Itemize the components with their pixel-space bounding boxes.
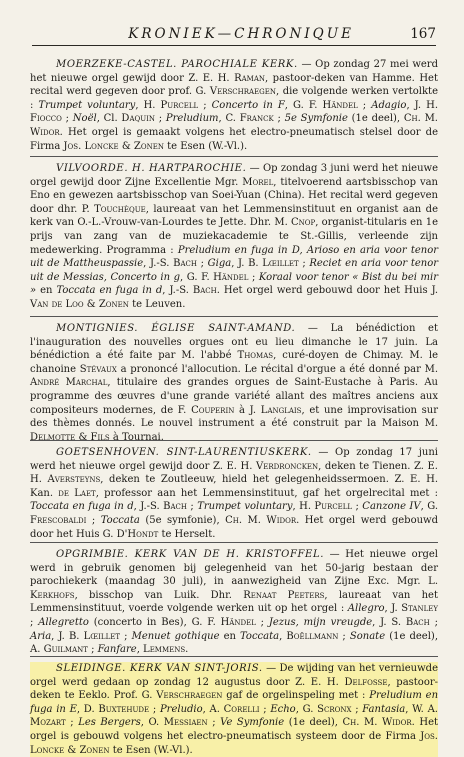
text-run: , W. A.	[405, 703, 438, 715]
text-run: ;	[429, 616, 438, 628]
text-run: , G. F.	[180, 271, 214, 283]
work-title: Trumpet voluntary	[197, 501, 293, 513]
person-name: Morel	[242, 176, 274, 188]
section-divider	[30, 440, 438, 441]
text-run: (5e symfonie),	[139, 514, 226, 526]
work-title: Les Bergers	[78, 717, 141, 729]
person-name: Van de Loo & Zonen	[30, 298, 129, 310]
entry-paragraph	[30, 446, 438, 541]
work-title: Preludium	[165, 113, 219, 125]
text-run: , et une improvisation sur des thèmes donnés. Le nouvel instrument a été construit par la Maison M.	[30, 404, 439, 430]
text-run: — Op zondag 17 juni werd het nieuwe orgel gewijd door Z. E. H.	[30, 447, 438, 472]
person-name: Händel	[220, 616, 256, 628]
entry-text	[30, 59, 438, 152]
work-title: Preludium en fuga in E	[30, 690, 439, 715]
entry-text	[30, 549, 438, 655]
text-run: ;	[207, 717, 221, 729]
person-name: Bach	[163, 501, 187, 513]
work-title: Toccata en fuga in d	[56, 285, 163, 297]
text-run: . Het orgel werd gebouwd door het Huis G.	[30, 514, 439, 540]
person-name: Händel	[322, 99, 358, 111]
person-name: Aversteyns	[47, 474, 101, 486]
person-name: Bach	[405, 616, 430, 628]
running-title: KRONIEK—CHRONIQUE	[128, 26, 354, 42]
person-name: Ch. M. Widor	[342, 717, 412, 729]
text-run: , O.	[140, 717, 164, 729]
work-title: Trumpet voluntary	[38, 99, 136, 111]
entry-text	[30, 447, 438, 540]
person-name: Boëllmann	[286, 630, 339, 642]
entry-heading: SLEIDINGE. KERK VAN SINT-JORIS.	[56, 663, 263, 674]
entry-montignies	[30, 322, 438, 444]
person-name: Franck	[239, 113, 274, 125]
text-run: ;	[298, 258, 310, 270]
entry-heading: MOERZEKE-CASTEL. PAROCHIALE KERK.	[56, 59, 298, 70]
person-name: Stévaux	[79, 363, 117, 375]
text-run: en	[219, 630, 241, 642]
text-run: ;	[198, 99, 212, 111]
work-title: Allegro	[347, 603, 385, 615]
text-run: , G.	[295, 703, 318, 715]
person-name: Cnop	[290, 217, 316, 229]
person-name: Langlais	[260, 404, 302, 416]
entry-paragraph	[30, 662, 438, 757]
person-name: Jos. Loncke & Zonen	[30, 730, 438, 756]
entry-heading: VILVOORDE. H. HARTPAROCHIE.	[56, 163, 247, 174]
text-run: , professor aan het Lemmensinstituut, gaf het orgelrecital met :	[95, 487, 438, 499]
text-run: ;	[352, 501, 363, 513]
text-run: , titelvoerend aartsbisschop van Eno en gewezen aartsbisschop van Soei-Yuan (China). Het recital werd gegeven door dhr. P.	[30, 176, 438, 215]
person-name: Messiaen	[163, 717, 208, 729]
text-run: — Op zondag 27 mei werd het nieuwe orgel gewijd door Z. E. H.	[30, 59, 438, 84]
person-name: Jos. Loncke & Zonen	[63, 140, 164, 152]
work-title: Concerto in F	[211, 99, 285, 111]
text-run: ;	[255, 616, 269, 628]
text-run: , D.	[76, 703, 99, 715]
person-name: Raman	[234, 72, 266, 84]
text-run: , bisschop van Luik. Dhr.	[74, 589, 244, 601]
person-name: Ch. M. Widor	[225, 514, 297, 526]
text-run: ;	[61, 113, 73, 125]
person-name: Verdroncken	[255, 460, 319, 472]
text-run: , J. H.	[406, 99, 439, 111]
person-name: Corelli	[223, 703, 260, 715]
running-header	[32, 20, 436, 46]
text-run: — Het nieuwe orgel werd in gebruik genomen bij gelegenheid van het 50-jarig bestaan der parochiekerk (maandag 30 juli), in aanwezigheid van Zijne Exc. Mgr. L.	[30, 549, 438, 588]
text-run: en	[36, 285, 57, 297]
work-title: Menuet gothique	[131, 630, 220, 642]
work-title: Toccata en fuga in d	[30, 501, 134, 513]
person-name: Couperin	[191, 404, 235, 416]
person-name: Lœillet	[83, 630, 121, 642]
text-run: gaf de orgelinspeling met :	[222, 690, 370, 702]
text-run: , curé-doyen de Chimay. M. le chanoine	[30, 350, 438, 375]
work-title: Noël	[72, 113, 97, 125]
text-run: te Leuven.	[128, 298, 186, 310]
text-run: , die volgende werken vertolkte :	[30, 86, 438, 111]
person-name: Mozart	[30, 717, 66, 729]
text-run: ,	[136, 644, 144, 656]
entry-heading: GOETSENHOVEN. SINT-LAURENTIUSKERK.	[56, 447, 312, 458]
text-run: , Cl.	[96, 113, 122, 125]
text-run: — Op zondag 3 juni werd het nieuwe orgel gewijd door Zijne Excellentie Mgr.	[30, 163, 439, 188]
text-run: , J. S.	[372, 616, 406, 628]
person-name: Thomas	[237, 350, 274, 362]
text-run: à Tournai.	[109, 431, 164, 443]
person-name: Renaat Peeters	[243, 589, 325, 601]
section-divider	[30, 656, 438, 657]
text-run: , laureaat van het Lemmensinstituut, voerde volgende werken uit op het orgel :	[30, 589, 438, 615]
text-run: , J.	[384, 603, 402, 615]
person-name: Lœillet	[262, 258, 299, 270]
section-divider	[30, 156, 438, 157]
text-run: , J. B.	[51, 630, 84, 642]
entry-goetsenhoven	[30, 446, 438, 541]
text-run: . Het orgel is gebouwd volgens het electro-pneumatisch systeem door de Firma	[30, 717, 439, 742]
work-title: Koraal voor tenor « Bist du bei mir »	[30, 271, 438, 297]
text-run: (1e deel),	[347, 113, 404, 125]
text-run: , A.	[202, 703, 224, 715]
text-run: (1e deel),	[284, 717, 343, 729]
text-run: ;	[87, 644, 98, 656]
work-title: Adagio	[371, 99, 407, 111]
entry-sleidinge	[30, 662, 438, 757]
text-run: ;	[65, 717, 79, 729]
text-run: — La bénédiction et l'inauguration des nouvelles orgues ont eu lieu dimanche le 17 juin. La bénédiction a été faite par M. l'abbé	[30, 323, 438, 362]
work-title: Giga	[207, 258, 232, 270]
text-run: ,	[279, 630, 287, 642]
entry-paragraph	[30, 548, 438, 657]
person-name: Guilmant	[43, 644, 88, 656]
work-title: Aria	[30, 630, 52, 642]
text-run: . Het orgel is gemaakt volgens het electro-pneumatisch stelsel door de Firma	[30, 126, 438, 152]
text-run: à J.	[234, 404, 261, 416]
text-run: , organist-titularis en 1e prijs van zang van de muziekacademie te St.-Gillis, verleende zijn medewerking. Programma :	[30, 217, 438, 256]
person-name: Frescobaldi	[30, 514, 87, 526]
text-run: , C.	[218, 113, 240, 125]
person-name: Purcell	[314, 501, 353, 513]
text-run: , G. F.	[284, 99, 323, 111]
text-run: , G.	[420, 501, 438, 513]
work-title: 5e Symfonie	[284, 113, 348, 125]
text-run: , H.	[292, 501, 315, 513]
text-run: ;	[273, 113, 285, 125]
work-title: Ve Symfonie	[220, 717, 285, 729]
text-run: ;	[149, 703, 160, 715]
text-run: te Esen (W.-Vl.).	[109, 744, 193, 756]
person-name: Daquin	[121, 113, 156, 125]
text-run: ;	[187, 501, 198, 513]
text-run: (1e deel), A.	[30, 630, 439, 656]
text-run: ;	[351, 703, 363, 715]
text-run: ;	[155, 113, 166, 125]
entry-heading: MONTIGNIES. ÉGLISE SAINT-AMAND.	[56, 323, 296, 334]
text-run: — De wijding van het vernieuwde orgel werd gedaan op zondag 12 augustus door Z. E. H.	[30, 663, 438, 688]
text-run: , pastoor-deken van Hamme. Het recital werd gegeven door prof. G.	[30, 72, 438, 98]
work-title: Echo	[270, 703, 296, 715]
person-name: D'Hondt	[116, 528, 159, 540]
text-run: , J.-S.	[162, 285, 193, 297]
person-name: Kerkhofs	[30, 589, 75, 601]
text-run: , J. B.	[231, 258, 263, 270]
entry-paragraph	[30, 162, 438, 312]
person-name: Purcell	[160, 99, 199, 111]
text-run: te Herselt.	[158, 528, 216, 540]
page-number: 167	[410, 26, 436, 42]
entry-vilvoorde	[30, 162, 438, 312]
text-run: ;	[120, 630, 132, 642]
work-title: Fanfare	[97, 644, 137, 656]
person-name: Delfosse	[344, 676, 388, 688]
text-run: te Esen (W.-Vl.).	[163, 140, 248, 152]
entry-heading: OPGRIMBIE. KERK VAN DE H. KRISTOFFEL.	[56, 549, 324, 560]
person-name: Ch. M. Widor	[30, 113, 438, 138]
text-run: . Het orgel werd gebouwd door het Huis J.	[216, 285, 439, 297]
entry-text	[30, 323, 438, 443]
entry-paragraph	[30, 58, 438, 153]
work-title: Fantasia	[362, 703, 406, 715]
text-run: ;	[196, 258, 208, 270]
person-name: Bach	[173, 258, 197, 270]
text-run: , deken te Zoutleeuw, hield het gelegenheidssermoen. Z. E. H. Kan.	[30, 474, 438, 499]
text-run: , H.	[135, 99, 161, 111]
person-name: Händel	[213, 271, 249, 283]
work-title: Preludio	[159, 703, 203, 715]
person-name: Buxtehude	[98, 703, 150, 715]
text-run: ;	[338, 630, 350, 642]
text-run: ;	[248, 271, 259, 283]
text-run: , titulaire des grandes orgues de Saint-Eustache à Paris. Au programme des œuvres d'une grande variété allant des maîtres anciens aux compositeurs modernes, de F.	[30, 377, 438, 416]
text-run: , J.-S.	[143, 258, 174, 270]
person-name: Delmotte & Fils	[30, 431, 110, 443]
text-run: ;	[357, 99, 372, 111]
work-title: Toccata	[100, 514, 140, 526]
person-name: Touchèque	[94, 203, 146, 215]
work-title: Allegretto	[38, 616, 89, 628]
person-name: Lemmens	[143, 644, 186, 656]
entry-moerzeke	[30, 58, 438, 153]
person-name: André Marchal	[30, 377, 108, 389]
text-run: .	[185, 644, 189, 656]
entry-text	[30, 163, 438, 310]
work-title: Jezus, mijn vreugde	[268, 616, 373, 628]
text-run: (concerto in Bes), G. F.	[88, 616, 221, 628]
person-name: de Laet	[58, 487, 96, 499]
section-divider	[30, 542, 438, 543]
person-name: Stanley	[401, 603, 438, 615]
person-name: Scronx	[317, 703, 352, 715]
work-title: Reciet en aria voor tenor uit de Messias, Concerto in g	[30, 258, 439, 283]
person-name: Fiocco	[30, 113, 62, 125]
text-run: ;	[259, 703, 271, 715]
entry-paragraph	[30, 322, 438, 444]
work-title: Toccata	[240, 630, 280, 642]
text-run: , pastoor-deken te Eeklo. Prof. G.	[30, 676, 439, 702]
person-name: Verschraegen	[209, 86, 276, 98]
text-run: , J.-S.	[133, 501, 164, 513]
entry-opgrimbie	[30, 548, 438, 657]
text-run: , deken te Tienen. Z. E. H.	[30, 460, 438, 486]
person-name: Verschraegen	[156, 690, 223, 702]
text-run: a prononcé l'allocution. Le récital d'orgue a été donné par M.	[116, 363, 438, 375]
text-run: ;	[86, 514, 101, 526]
person-name: Bach	[192, 285, 217, 297]
text-run: , laureaat van het Lemmensinstituut en organist aan de kerk van O.-L.-Vrouw-van-Lourdes te Jette. Dhr. M.	[30, 203, 438, 229]
entry-text	[30, 663, 438, 756]
text-run: ;	[30, 616, 39, 628]
work-title: Canzone IV	[362, 501, 421, 513]
work-title: Sonate	[349, 630, 386, 642]
section-divider	[30, 316, 438, 317]
work-title: Preludium en fuga in D, Arioso en aria voor tenor uit de Mattheuspassie	[30, 244, 439, 270]
